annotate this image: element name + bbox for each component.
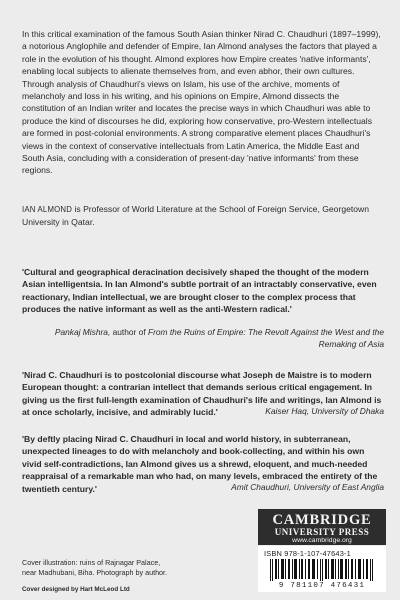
endorsement-quote-3: 'By deftly placing Nirad C. Chaudhuri in local and world history, in subterranean, unexpected lineages to do with melancholy and book-collecting, and within his own vivid self-contradictions, Ian Almond gives us a shrewd, eloquent, and much-needed reappraisal of a remarkable man who had, on many levels, embraced the entirety of the twentieth century.': [22, 434, 378, 494]
barcode-icon: [270, 559, 374, 581]
isbn-label: ISBN 978-1-107-47643-1: [264, 549, 351, 558]
publisher-name: CAMBRIDGE: [272, 512, 372, 528]
endorser-name-1: Pankaj Mishra,: [54, 327, 111, 337]
endorsement-attribution-3: [24, 481, 384, 493]
book-description: In this critical examination of the famous South Asian thinker Nirad C. Chaudhuri (1897–1999), a notorious Anglophile and defender of Empire, Ian Almond analyses the factors that played a role in the evolution of his thought. Almond explores how Empire creates 'native informants', enabling local subjects to alienate themselves from, and even abhor, their own cultures. Through analysis of Chaudhuri's views on Islam, his use of the archive, moments of melancholy and loss in his writing, and his opinions on Empire, Almond dissects the constitution of an Indian writer and locates the precise ways in which Chaudhuri was able to produce the kind of discourses he did, exploring how conservative, pro-Western intellectuals are formed in post-colonial environments. A strong comparative element places Chaudhuri's views in the context of conservative intellectuals from Latin America, the Middle East and South Asia, concluding with a consideration of present-day 'native informants' from these regions.: [22, 29, 381, 176]
endorsement-quote-1: 'Cultural and geographical deracination decisively shaped the thought of the modern Asian intelligentsia. In Ian Almond's subtle portrait of an intractably conservative, even reactionary, Indian intellectual, we are brought closer to the complex process that produces the native informant as well as the anti-Western radical.': [22, 267, 377, 315]
endorser-work-1: From the Ruins of Empire: The Revolt Against the West and the Remaking of Asia: [147, 327, 384, 350]
barcode-number: 9 781107 476431: [278, 582, 366, 590]
publisher-url: www.cambridge.org: [292, 537, 352, 544]
author-bio: [22, 203, 382, 229]
author-name: IAN ALMOND: [22, 205, 73, 214]
endorsement-attribution-2: [24, 405, 384, 417]
endorser-institution-2: University of Dhaka: [309, 406, 384, 416]
cover-illustration-credit: Cover illustration: ruins of Rajnagar Palace, near Madhubani, Biha. Photograph by author.: [22, 558, 168, 577]
endorser-role-1: author of: [110, 327, 148, 337]
endorsement-quote-2: 'Nirad C. Chaudhuri is to postcolonial discourse what Joseph de Maistre is to modern European thought: a contrarian intellect that demands serious critical engagement. In giving us the first full-length examination of Chaudhuri's life and writings, Ian Almond is at once scholarly, incisive, and admirably lucid.': [22, 370, 382, 418]
publisher-logo: [258, 509, 386, 545]
endorser-name-3: Amit Chaudhuri,: [231, 482, 292, 492]
cover-designer-credit: Cover designed by Hart McLeod Ltd: [22, 586, 130, 593]
endorser-institution-3: University of East Anglia: [291, 482, 384, 492]
publisher-subtitle: UNIVERSITY PRESS: [274, 527, 370, 537]
endorsement-attribution-1: [24, 326, 384, 350]
endorser-name-2: Kaiser Haq,: [265, 406, 310, 416]
isbn-block: [258, 546, 386, 592]
author-bio-text: is Professor of World Literature at the School of Foreign Service, Georgetown University in Qatar.: [22, 204, 370, 228]
